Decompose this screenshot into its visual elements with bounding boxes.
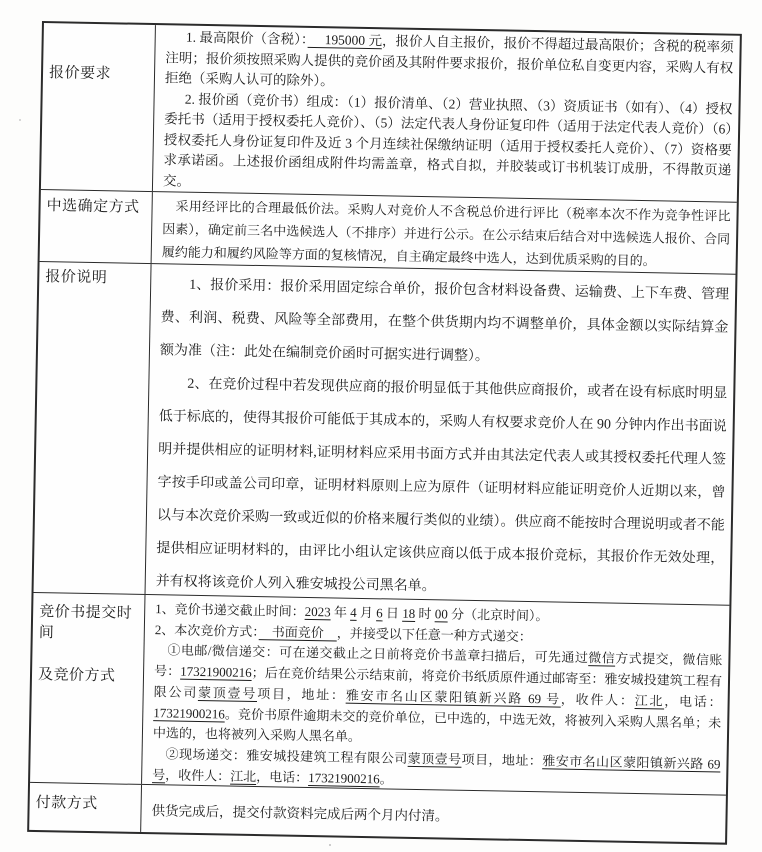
row-content-quote-requirements <box>153 25 740 202</box>
text-segment: ，报价人自主报价，报价不得超过最高限价；含税的税率须注明；报价须按照采购人提供的竞价函及其附件要求报价，报价单位私自变更内容，采购人有权拒绝（采购人认可的除外）。 <box>164 33 734 89</box>
text-segment: 分（北京时间）。 <box>447 606 549 624</box>
text-segment: 日 <box>382 605 403 621</box>
text-segment: 项目，地址： <box>461 751 543 769</box>
text-segment: ，电话： <box>664 693 722 710</box>
row-label-submission-time-and-method <box>30 593 145 784</box>
underlined-value: 17321900216 <box>153 704 225 721</box>
text-segment: 2、本次竞价方式： <box>154 621 260 639</box>
row-label-line: 报价要求 <box>48 65 112 83</box>
text-segment: ①电邮/微信递交：可在递交截止之日前将竞价书盖章扫描后，可先通过 <box>167 642 589 666</box>
underlined-value: 4 <box>350 604 357 620</box>
table-row-submission-time-and-method <box>30 592 729 795</box>
underlined-value: 蒙顶壹号 <box>197 684 258 701</box>
content-paragraph <box>163 89 733 202</box>
table-row-quote-explanation <box>34 261 736 605</box>
underlined-value: 195000 元 <box>307 31 383 49</box>
row-label-payment-method <box>29 783 142 832</box>
underlined-value: 17321900216 <box>180 663 252 681</box>
text-segment: 供货完成后，提交付款资料完成后两个月内付清。 <box>151 803 449 824</box>
text-segment: ；后在竞价结果公示结束前，将竞价书纸质原件通过邮寄至：雅安城投建筑工程有限公司 <box>153 665 723 700</box>
text-segment: 项目，地址： <box>257 685 346 703</box>
text-segment: 。竞价书原件逾期未交的竞价单位，已中选的，中选无效，将被列入采购人黑名单；未中选的，也将被列入采购人黑名单。 <box>152 705 722 745</box>
text-segment: ，收件人： <box>165 767 231 784</box>
row-label-line: 及竞价方式 <box>37 667 116 685</box>
text-segment: 1、竞价书递交截止时间： <box>155 601 305 619</box>
underlined-value: 书面竞价 <box>258 623 338 641</box>
row-label-line: 中选确定方式 <box>46 198 140 216</box>
table-row-selection-method <box>40 189 737 274</box>
text-segment: 1. 最高限价（含税）： <box>185 29 308 47</box>
underlined-value: 雅安市名山区蒙阳镇新兴路 69 号 <box>345 687 562 707</box>
text-segment: 采用经评比的合理最低价法。采购人对竞价人不含税总价进行评比（税率本次不作为竞争性评比因素），确定前三名中选候选人（不排序）并进行公示。在公示结束后结合对中选候选人报价、合同履约能力和履约风险等方面的复核情况，自主确定最终中选人，达到优质采购的目的。 <box>161 198 731 269</box>
content-paragraph <box>153 641 723 755</box>
underlined-value: 江北 <box>230 768 257 784</box>
underlined-value: 蒙顶壹号 <box>407 750 462 767</box>
text-segment: 方式提交，微信账号： <box>153 651 723 679</box>
underlined-value: 6 <box>376 605 383 621</box>
underlined-value: 2023 <box>304 603 331 620</box>
content-paragraph <box>160 268 730 377</box>
underlined-value: 00 <box>434 606 448 622</box>
text-segment: 1、报价采用：报价采用固定综合单价，报价包含材料设备费、运输费、上下车费、管理费、利润、税费、风险等全部费用，在整个供货期内均不调整单价，具体金额以实际结算金额为准（注：此处在编制竞价函时可据实进行调整）。 <box>159 277 730 365</box>
text-segment: ②现场递交：雅安城投建筑工程有限公司 <box>165 746 408 766</box>
row-content-quote-explanation <box>146 264 736 605</box>
procurement-table <box>27 21 742 845</box>
row-label-line: 竞价书提交时间 <box>38 604 133 642</box>
underlined-value: 微信 <box>588 650 616 667</box>
content-paragraph <box>151 801 719 831</box>
row-label-line: 付款方式 <box>35 795 98 813</box>
row-label-quote-requirements <box>41 23 156 191</box>
text-segment: ，电话： <box>256 768 309 785</box>
underlined-value: 17321900216 <box>308 769 380 786</box>
row-label-selection-method <box>40 190 153 263</box>
text-segment: ，收件人： <box>560 691 635 708</box>
text-segment: 2、在竞价过程中若发现供应商的报价明显低于其他供应商报价，或者在设有标底时明显低于标底的，使得其报价可能低于其成本的，采购人有权要求竞价人在 90 分钟内作出书面说明并提供相应的证明材料,证明材料应采用书面方式并由其法定代表人或其授权委托代理人签字按手印或盖公司印章，证明材料原则上应为原件（证明材料应能证明竞价人近期以来，曾以与本次竞价采购一致或近似的价格来履行类似的业绩）。供应商不能按时合理说明或者不能提供相应证明材料的，由评比小组认定该供应商以低于成本报价竞标，其报价作无效处理，并有权将该竞价人列入雅安城投公司黑名单。 <box>155 376 728 595</box>
content-paragraph <box>162 194 731 273</box>
content-paragraph <box>155 367 727 604</box>
row-content-selection-method <box>152 192 737 274</box>
text-segment: 。 <box>379 770 393 787</box>
text-segment: 月 <box>356 604 377 621</box>
row-content-submission-time-and-method <box>142 595 729 795</box>
text-segment: 2. 报价函（竞价书）组成：（1）报价清单、（2）营业执照、（3）资质证书（如有）、（4）授权委托书（适用于授权委托人竞价）、（5）法定代表人身份证复印件（适用于法定代表人竞价）（6）授权委托人身份证复印件及近 3 个月连续社保缴纳证明（适用于授权委托人竞价）、（7）资格要求承诺函。上述报价函组成附件均需盖章，格式自拟，并胶装或订书机装订成册，不得散页递交。 <box>162 91 733 189</box>
table-row-quote-requirements <box>41 23 740 202</box>
underlined-value: 江北 <box>634 692 665 709</box>
underlined-value: 雅安市名山区蒙阳镇新兴路 69 号 <box>152 753 721 783</box>
row-label-line: 报价说明 <box>45 269 108 287</box>
text-segment: 年 <box>330 604 351 620</box>
text-segment: 时 <box>415 605 435 622</box>
text-segment: ，并接受以下任意一种方式递交： <box>336 625 532 644</box>
content-paragraph <box>165 27 734 99</box>
row-label-quote-explanation <box>34 262 152 594</box>
row-content-payment-method <box>141 785 726 843</box>
scanned-sheet <box>27 21 742 845</box>
underlined-value: 18 <box>402 605 416 621</box>
